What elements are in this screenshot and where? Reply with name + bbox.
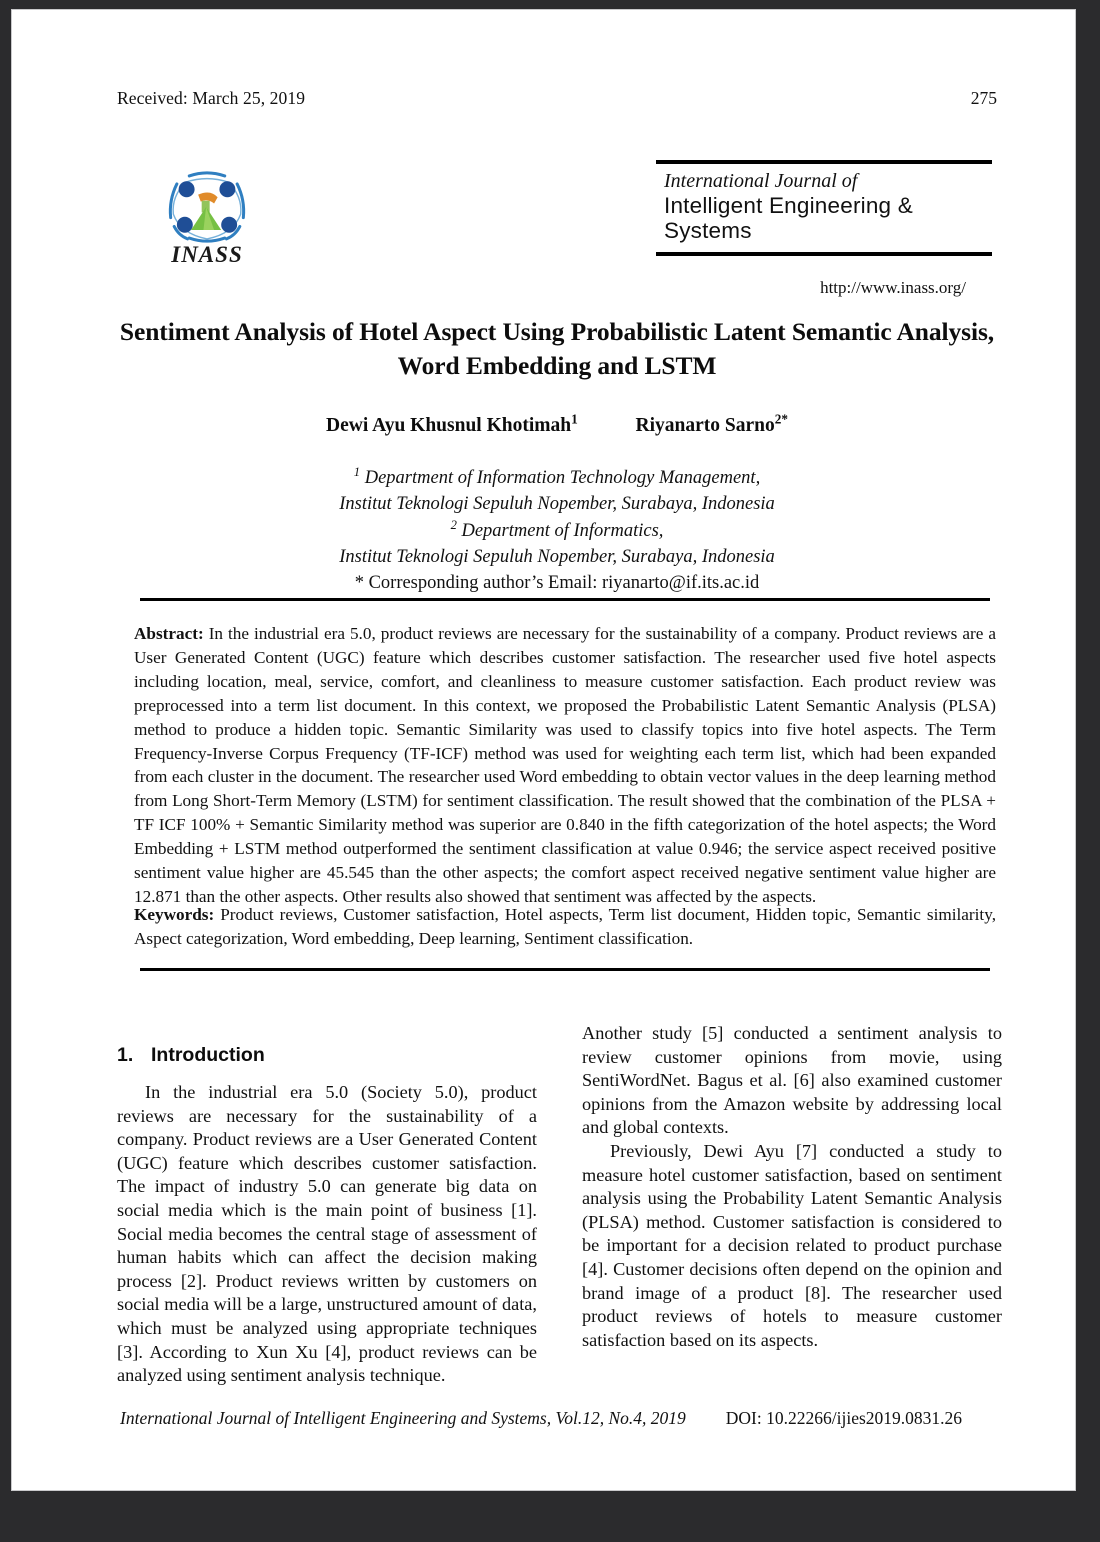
affil-1-marker: 1: [353, 464, 361, 479]
column-right: [582, 1022, 1002, 1377]
abstract-text: In the industrial era 5.0, product reviews are necessary for the sustainability of a company. Product reviews are a User Generated Content (UGC) feature which describes customer satisfaction. The researcher used five hotel aspects including location, meal, service, comfort, and cleanliness to measure customer satisfaction. Each product review was preprocessed into a term list document. In this context, we proposed the Probabilistic Latent Semantic Analysis (PLSA) method to produce a hidden topic. Semantic Similarity was used to classify topics into five hotel aspects. The Term Frequency-Inverse Corpus Frequency (TF-ICF) method was used for weighting each term list, which had been expanded from each cluster in the document. The researcher used Word embedding to obtain vector values in the deep learning method from Long Short-Term Memory (LSTM) for sentiment classification. The result showed that the combination of the PLSA + TF ICF 100% + Semantic Similarity method was superior are 0.840 in the fifth categorization of the hotel aspects; the Word Embedding + LSTM method outperformed the sentiment classification at value 0.946; the service aspect received positive sentiment value higher are 45.545 than the other aspects; the comfort aspect received negative sentiment value higher are 12.871 than the other aspects. Other results also showed that sentiment was affected by the aspects.: [134, 624, 996, 906]
paragraph: Another study [5] conducted a sentiment analysis to review customer opinions from movie, using SentiWordNet. Bagus et al. [6] also examined customer opinions from the Amazon website by addressing local and global contexts.: [582, 1023, 1002, 1138]
page-header-row: [117, 88, 997, 109]
document-page: [12, 10, 1075, 1490]
author-1-marker: 1: [571, 411, 578, 427]
footer-doi[interactable]: DOI: 10.22266/ijies2019.0831.26: [725, 1408, 963, 1428]
keywords-text: Product reviews, Customer satisfaction, Hotel aspects, Term list document, Hidden topic, Semantic similarity, Aspect categorization, Word embedding, Deep learning, Sentiment classification.: [134, 905, 996, 948]
journal-masthead: [656, 160, 992, 298]
page-number: 275: [970, 88, 997, 108]
affil-2-marker: 2: [450, 517, 457, 532]
author-2-marker: 2*: [774, 411, 788, 427]
keywords-block: [134, 903, 996, 951]
abstract-rule-bottom: [140, 968, 990, 971]
affiliation-block: [117, 465, 997, 596]
section-heading-introduction: [117, 1044, 537, 1067]
journal-url[interactable]: http://www.inass.org/: [820, 277, 966, 297]
column-left: [117, 1022, 537, 1386]
inass-network-logo: [161, 168, 253, 246]
author-2: Riyanarto Sarno$^{2*}$: [635, 411, 788, 436]
author-list: [117, 411, 997, 437]
masthead-line-2: Intelligent Engineering & Systems: [664, 193, 913, 243]
received-date: Received: March 25, 2019: [117, 88, 306, 108]
body-columns: [117, 1022, 1002, 1386]
logo-wordmark: INASS: [171, 242, 243, 267]
abstract-block: [134, 622, 996, 909]
affiliation-1-institute: Institut Teknologi Sepuluh Nopember, Surabaya, Indonesia: [339, 494, 775, 515]
abstract-rule-top: [140, 598, 990, 601]
paragraph: In the industrial era 5.0 (Society 5.0), product reviews are necessary for the sustainability of a company. Product reviews are a User Generated Content (UGC) feature which describes customer satisfaction. The impact of industry 5.0 can generate big data on social media which is the main point of business [1]. Social media becomes the central stage of assessment of human habits which can affect the decision making process [2]. Product reviews written by customers on social media will be a large, unstructured amount of data, which must be analyzed using appropriate techniques [3]. According to Xun Xu [4], product reviews can be analyzed using sentiment analysis technique.: [117, 1082, 537, 1386]
page-footer: [120, 1408, 1000, 1429]
masthead-line-1: International Journal of: [664, 170, 858, 192]
abstract-label: Abstract:: [134, 624, 204, 643]
author-1: Dewi Ayu Khusnul Khotimah$^1$: [326, 411, 578, 436]
affiliation-1-dept: $^1$ Department of Information Technology Management,: [353, 464, 761, 488]
affiliation-2-institute: Institut Teknologi Sepuluh Nopember, Surabaya, Indonesia: [339, 546, 775, 567]
paper-title: Sentiment Analysis of Hotel Aspect Using Probabilistic Latent Semantic Analysis, Word Embedding and LSTM: [119, 317, 995, 380]
keywords-label: Keywords:: [134, 905, 215, 924]
paragraph: Previously, Dewi Ayu [7] conducted a study to measure hotel customer satisfaction, based on sentiment analysis using the Probability Latent Semantic Analysis (PLSA) method. Customer satisfaction is considered to be important for a decision related to product purchase [4]. Customer decisions often depend on the opinion and brand image of a product [8]. The researcher used product reviews of hotels to measure customer satisfaction based on its aspects.: [582, 1140, 1002, 1350]
publisher-logo: [152, 168, 262, 268]
page-content: [12, 10, 1075, 1490]
corresponding-author-email[interactable]: * Corresponding author’s Email: riyanarto@if.its.ac.id: [354, 573, 760, 594]
footer-journal-citation: International Journal of Intelligent Engineering and Systems, Vol.12, No.4, 2019: [120, 1408, 686, 1428]
affiliation-2-dept: $^2$ Department of Informatics,: [450, 517, 664, 541]
section-number: 1.: [117, 1044, 134, 1066]
section-title: Introduction: [151, 1044, 265, 1066]
